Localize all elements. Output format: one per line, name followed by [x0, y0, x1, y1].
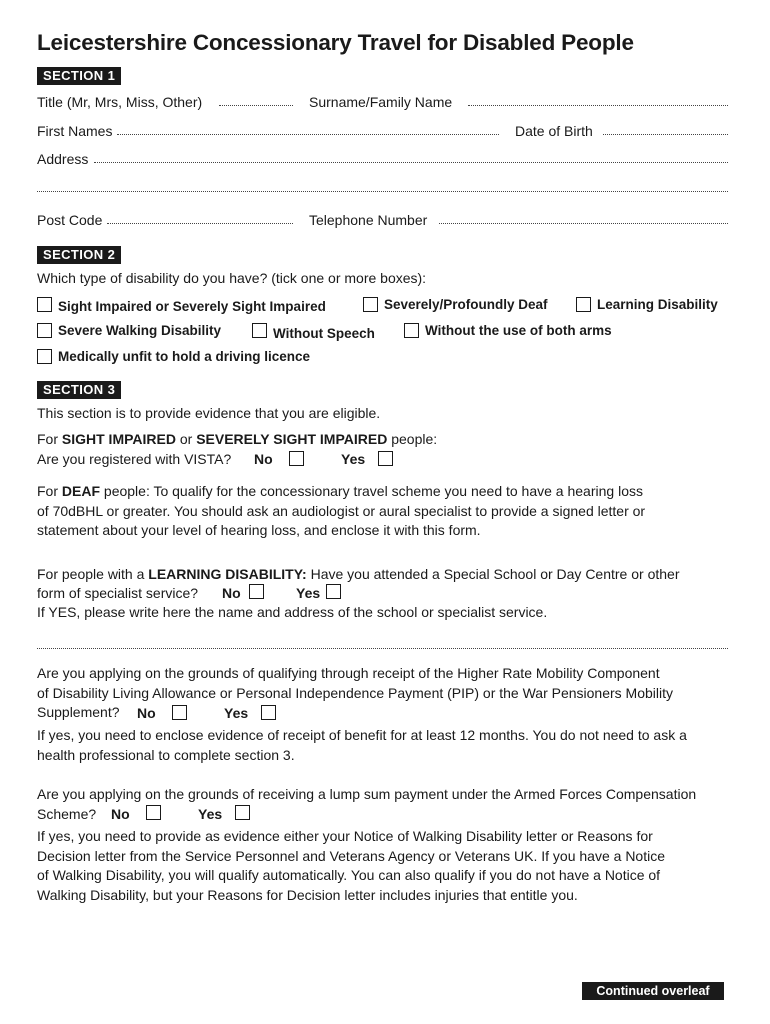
- learning-disability-question: For people with a LEARNING DISABILITY: Have you attended a Special School or Day Centre or other: [37, 566, 680, 582]
- medically-unfit-checkbox[interactable]: [37, 349, 52, 364]
- first-names-input[interactable]: [117, 134, 499, 135]
- telephone-input[interactable]: [439, 223, 728, 224]
- mobility-no-checkbox[interactable]: [172, 705, 187, 720]
- telephone-field-label: Telephone Number: [309, 212, 428, 228]
- mobility-no-label: No: [137, 705, 156, 721]
- continued-overleaf-banner: Continued overleaf: [582, 982, 724, 1000]
- without-arms-checkbox[interactable]: [404, 323, 419, 338]
- mobility-yes-label: Yes: [224, 705, 249, 721]
- address-input-line-2[interactable]: [37, 191, 728, 192]
- section-3-label: SECTION 3: [37, 381, 121, 399]
- vista-no-checkbox[interactable]: [289, 451, 304, 466]
- learning-disability-question-2: form of specialist service?: [37, 585, 199, 601]
- school-yes-checkbox[interactable]: [326, 584, 341, 599]
- title-field-label: Title (Mr, Mrs, Miss, Other): [37, 94, 203, 110]
- title-input[interactable]: [219, 105, 293, 106]
- afcs-no-label: No: [111, 806, 130, 822]
- deaf-checkbox[interactable]: [363, 297, 378, 312]
- without-speech-checkbox[interactable]: [252, 323, 267, 338]
- section-2-label: SECTION 2: [37, 246, 121, 264]
- address-field-label: Address: [37, 151, 89, 167]
- learning-disability-checkbox[interactable]: [576, 297, 591, 312]
- afcs-note: If yes, you need to provide as evidence either your Notice of Walking Disability letter or Reasons for Decision letter from the Service Personnel and Veterans Agency or Veterans UK. If you have a Notice of Walking Disability, you will qualify automatically. You can also qualify if you do not have a Notice of Walking Disability, but your Reasons for Decision letter includes injuries that entitle you.: [37, 828, 666, 904]
- afcs-question: Are you applying on the grounds of receiving a lump sum payment under the Armed Forces Compensation Scheme?: [37, 786, 697, 822]
- mobility-question: Are you applying on the grounds of qualifying through receipt of the Higher Rate Mobility Component of Disability Living Allowance or Personal Independence Payment (PIP) or the War Pensioners Mobility Supplement?: [37, 665, 674, 721]
- dob-input[interactable]: [603, 134, 728, 135]
- address-input-line-1[interactable]: [94, 162, 728, 163]
- vista-yes-label: Yes: [341, 451, 366, 467]
- vista-no-label: No: [254, 451, 273, 467]
- surname-input[interactable]: [468, 105, 728, 106]
- mobility-yes-checkbox[interactable]: [261, 705, 276, 720]
- vista-question: Are you registered with VISTA?: [37, 451, 232, 467]
- mobility-note: If yes, you need to enclose evidence of receipt of benefit for at least 12 months. You do not need to ask a health professional to complete section 3.: [37, 727, 687, 763]
- school-name-address-input[interactable]: [37, 648, 728, 649]
- medically-unfit-label: Medically unfit to hold a driving licence: [58, 349, 311, 364]
- dob-field-label: Date of Birth: [515, 123, 593, 139]
- disability-question: Which type of disability do you have? (tick one or more boxes):: [37, 270, 427, 286]
- section-1-label: SECTION 1: [37, 67, 121, 85]
- afcs-yes-checkbox[interactable]: [235, 805, 250, 820]
- first-names-field-label: First Names: [37, 123, 113, 139]
- school-instruction: If YES, please write here the name and address of the school or specialist service.: [37, 604, 548, 620]
- sight-impaired-checkbox[interactable]: [37, 297, 52, 312]
- afcs-no-checkbox[interactable]: [146, 805, 161, 820]
- sight-question-line: For SIGHT IMPAIRED or SEVERELY SIGHT IMPAIRED people:: [37, 431, 438, 447]
- learning-disability-label: Learning Disability: [597, 297, 718, 312]
- sight-impaired-label: Sight Impaired or Severely Sight Impaired: [58, 299, 326, 314]
- deaf-paragraph: For DEAF people: To qualify for the concessionary travel scheme you need to have a hearing loss of 70dBHL or greater. You should ask an audiologist or aural specialist to provide a signed letter or statement about your level of hearing loss, and enclose it with this form.: [37, 483, 646, 539]
- school-no-label: No: [222, 585, 241, 601]
- walking-disability-checkbox[interactable]: [37, 323, 52, 338]
- vista-yes-checkbox[interactable]: [378, 451, 393, 466]
- postcode-input[interactable]: [107, 223, 293, 224]
- school-no-checkbox[interactable]: [249, 584, 264, 599]
- section-3-intro: This section is to provide evidence that you are eligible.: [37, 405, 381, 421]
- postcode-field-label: Post Code: [37, 212, 103, 228]
- without-speech-label: Without Speech: [273, 326, 375, 341]
- surname-field-label: Surname/Family Name: [309, 94, 453, 110]
- walking-disability-label: Severe Walking Disability: [58, 323, 222, 338]
- form-title: Leicestershire Concessionary Travel for Disabled People: [37, 30, 634, 55]
- school-yes-label: Yes: [296, 585, 321, 601]
- deaf-label: Severely/Profoundly Deaf: [384, 297, 548, 312]
- without-arms-label: Without the use of both arms: [425, 323, 612, 338]
- afcs-yes-label: Yes: [198, 806, 223, 822]
